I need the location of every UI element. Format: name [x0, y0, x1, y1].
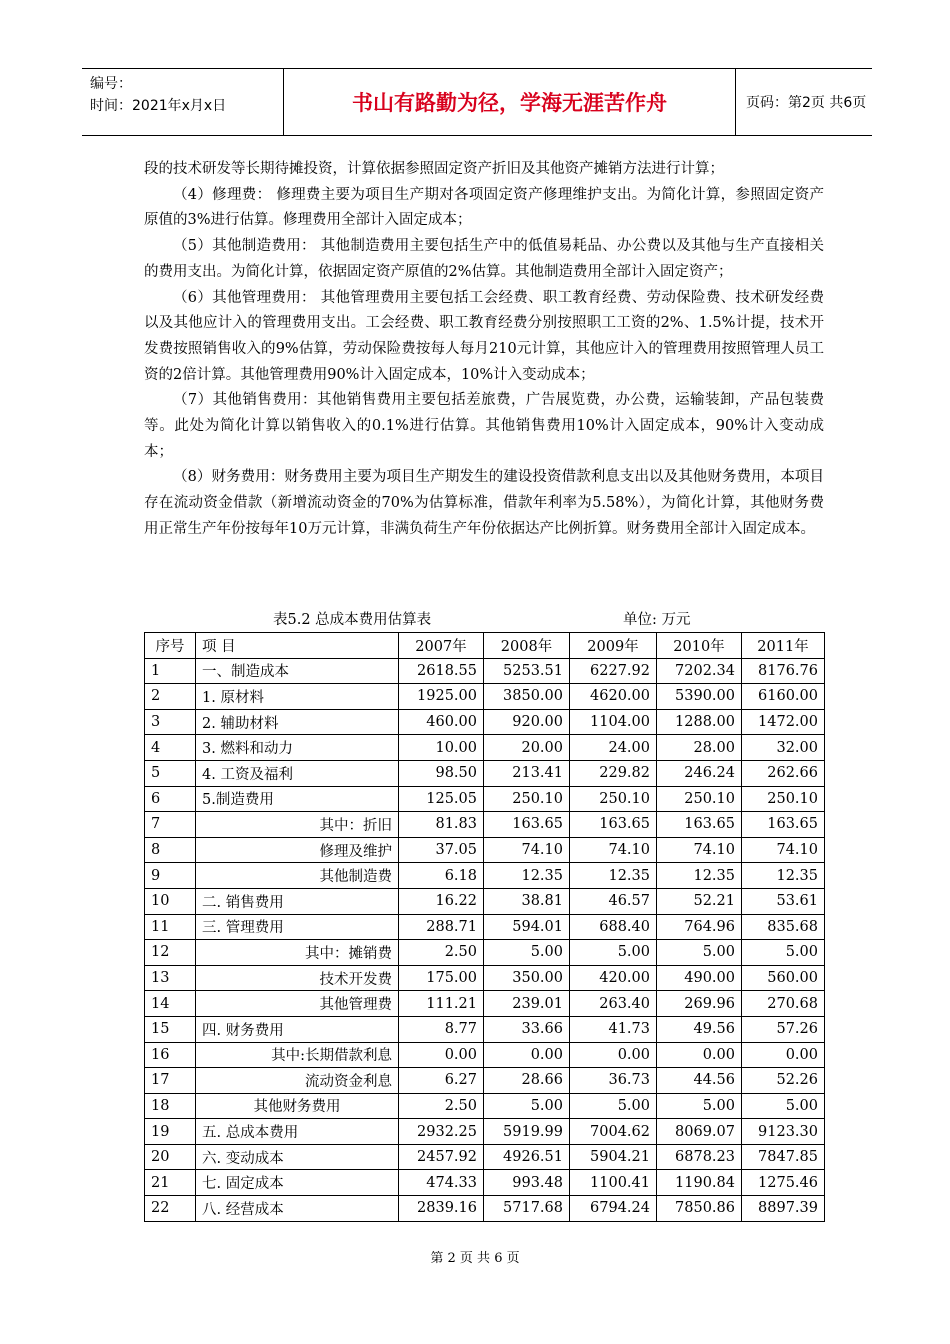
table-body: [145, 658, 825, 1221]
row-value: 288.71: [399, 914, 484, 940]
row-value: 5.00: [570, 1093, 657, 1119]
row-item: 技术开发费: [196, 965, 399, 991]
row-number: 13: [145, 965, 196, 991]
table-row: [145, 1119, 825, 1145]
row-value: 229.82: [570, 760, 657, 786]
row-value: 163.65: [484, 812, 570, 838]
row-value: 764.96: [657, 914, 742, 940]
row-value: 8897.39: [742, 1196, 825, 1222]
row-value: 8176.76: [742, 658, 825, 684]
row-value: 57.26: [742, 1016, 825, 1042]
row-item: 3. 燃料和动力: [196, 735, 399, 761]
row-value: 263.40: [570, 991, 657, 1017]
row-value: 0.00: [657, 1042, 742, 1068]
header-meta: [82, 69, 284, 135]
row-value: 111.21: [399, 991, 484, 1017]
table-row: [145, 1144, 825, 1170]
row-value: 8069.07: [657, 1119, 742, 1145]
header-page-info: [736, 69, 872, 135]
row-value: 5390.00: [657, 684, 742, 710]
row-value: 32.00: [742, 735, 825, 761]
row-value: 5717.68: [484, 1196, 570, 1222]
row-value: 163.65: [657, 812, 742, 838]
row-value: 53.61: [742, 888, 825, 914]
table-row: [145, 965, 825, 991]
table-row: [145, 888, 825, 914]
table-row: [145, 1196, 825, 1222]
col-header: 2007年: [399, 633, 484, 659]
row-value: 6878.23: [657, 1144, 742, 1170]
row-value: 474.33: [399, 1170, 484, 1196]
row-value: 5253.51: [484, 658, 570, 684]
row-value: 0.00: [399, 1042, 484, 1068]
row-value: 490.00: [657, 965, 742, 991]
table-row: [145, 658, 825, 684]
row-value: 81.83: [399, 812, 484, 838]
cost-table: [144, 632, 825, 1222]
row-number: 15: [145, 1016, 196, 1042]
row-number: 5: [145, 760, 196, 786]
table-row: [145, 709, 825, 735]
table-row: [145, 837, 825, 863]
motto-text: 书山有路勤为径，学海无涯苦作舟: [352, 91, 667, 115]
row-value: 12.35: [742, 863, 825, 889]
row-value: 5.00: [484, 1093, 570, 1119]
row-value: 163.65: [570, 812, 657, 838]
row-value: 7202.34: [657, 658, 742, 684]
row-value: 74.10: [742, 837, 825, 863]
col-header: 项 目: [196, 633, 399, 659]
table-caption: 表5.2 总成本费用估算表: [273, 612, 432, 628]
row-value: 993.48: [484, 1170, 570, 1196]
row-value: 6.27: [399, 1068, 484, 1094]
row-number: 9: [145, 863, 196, 889]
row-value: 5.00: [742, 1093, 825, 1119]
row-number: 14: [145, 991, 196, 1017]
row-value: 28.66: [484, 1068, 570, 1094]
table-row: [145, 812, 825, 838]
row-item: 流动资金利息: [196, 1068, 399, 1094]
row-value: 3850.00: [484, 684, 570, 710]
row-value: 0.00: [570, 1042, 657, 1068]
paragraph: （6）其他管理费用： 其他管理费用主要包括工会经费、职工教育经费、劳动保险费、技术研发经费以及其他应计入的管理费用支出。工会经费、职工教育经费分别按照职工工资的2%、1.5%计提，技术开发费按照销售收入的9%估算，劳动保险费按每人每月210元计算，其他应计入的管理费用按照管理人员工资的2倍计算。其他管理费用90%计入固定成本，10%计入变动成本；: [144, 289, 824, 383]
table-row: [145, 684, 825, 710]
row-number: 1: [145, 658, 196, 684]
row-number: 11: [145, 914, 196, 940]
row-number: 20: [145, 1144, 196, 1170]
row-value: 7850.86: [657, 1196, 742, 1222]
row-value: 213.41: [484, 760, 570, 786]
row-value: 2839.16: [399, 1196, 484, 1222]
row-item: 五. 总成本费用: [196, 1119, 399, 1145]
row-value: 250.10: [657, 786, 742, 812]
table-row: [145, 1170, 825, 1196]
row-value: 250.10: [742, 786, 825, 812]
row-item: 二. 销售费用: [196, 888, 399, 914]
row-value: 688.40: [570, 914, 657, 940]
row-value: 5904.21: [570, 1144, 657, 1170]
col-header: 2010年: [657, 633, 742, 659]
row-value: 0.00: [742, 1042, 825, 1068]
page-header: [82, 68, 872, 136]
page-footer: 第 2 页 共 6 页: [430, 1251, 520, 1266]
row-value: 239.01: [484, 991, 570, 1017]
row-number: 18: [145, 1093, 196, 1119]
col-header: 2008年: [484, 633, 570, 659]
row-value: 28.00: [657, 735, 742, 761]
row-value: 1190.84: [657, 1170, 742, 1196]
row-number: 10: [145, 888, 196, 914]
row-value: 44.56: [657, 1068, 742, 1094]
row-value: 12.35: [657, 863, 742, 889]
row-value: 74.10: [570, 837, 657, 863]
row-value: 2457.92: [399, 1144, 484, 1170]
table-row: [145, 1042, 825, 1068]
row-number: 21: [145, 1170, 196, 1196]
row-value: 835.68: [742, 914, 825, 940]
row-item: 4. 工资及福利: [196, 760, 399, 786]
row-value: 2.50: [399, 940, 484, 966]
col-header: 2009年: [570, 633, 657, 659]
paragraph: （7）其他销售费用：其他销售费用主要包括差旅费，广告展览费，办公费，运输装卸，产品包装费等。此处为简化计算以销售收入的0.1%进行估算。其他销售费用10%计入固定成本，90%计入变动成本；: [144, 392, 824, 460]
row-value: 5.00: [570, 940, 657, 966]
row-value: 250.10: [570, 786, 657, 812]
row-value: 98.50: [399, 760, 484, 786]
row-value: 5.00: [657, 1093, 742, 1119]
table-row: [145, 1016, 825, 1042]
table-unit: 单位: 万元: [623, 612, 691, 628]
row-value: 460.00: [399, 709, 484, 735]
row-item: 一、制造成本: [196, 658, 399, 684]
paragraph: （4）修理费： 修理费主要为项目生产期对各项固定资产修理维护支出。为简化计算，参照固定资产原值的3%进行估算。修理费用全部计入固定成本；: [144, 186, 824, 229]
row-item: 其中:长期借款利息: [196, 1042, 399, 1068]
row-item: 修理及维护: [196, 837, 399, 863]
table-row: [145, 735, 825, 761]
row-value: 1275.46: [742, 1170, 825, 1196]
row-item: 1. 原材料: [196, 684, 399, 710]
row-value: 2.50: [399, 1093, 484, 1119]
date-label: 时间：2021年x月x日: [90, 98, 227, 114]
row-number: 17: [145, 1068, 196, 1094]
row-item: 其中：折旧: [196, 812, 399, 838]
row-value: 262.66: [742, 760, 825, 786]
row-item: 三. 管理费用: [196, 914, 399, 940]
table-row: [145, 1093, 825, 1119]
row-value: 125.05: [399, 786, 484, 812]
row-value: 246.24: [657, 760, 742, 786]
row-value: 269.96: [657, 991, 742, 1017]
row-value: 20.00: [484, 735, 570, 761]
page-label: 页码：第2页 共6页: [746, 95, 867, 111]
row-value: 41.73: [570, 1016, 657, 1042]
row-value: 5.00: [742, 940, 825, 966]
row-value: 6794.24: [570, 1196, 657, 1222]
row-value: 920.00: [484, 709, 570, 735]
row-value: 5.00: [484, 940, 570, 966]
row-number: 6: [145, 786, 196, 812]
body-text: [144, 157, 824, 543]
row-value: 46.57: [570, 888, 657, 914]
row-value: 6.18: [399, 863, 484, 889]
row-value: 1288.00: [657, 709, 742, 735]
row-value: 10.00: [399, 735, 484, 761]
row-value: 163.65: [742, 812, 825, 838]
table-row: [145, 863, 825, 889]
row-number: 16: [145, 1042, 196, 1068]
row-value: 16.22: [399, 888, 484, 914]
row-number: 19: [145, 1119, 196, 1145]
row-item: 其他管理费: [196, 991, 399, 1017]
row-value: 7847.85: [742, 1144, 825, 1170]
row-value: 250.10: [484, 786, 570, 812]
row-value: 2618.55: [399, 658, 484, 684]
header-motto: [284, 69, 736, 135]
row-item: 2. 辅助材料: [196, 709, 399, 735]
row-value: 52.26: [742, 1068, 825, 1094]
row-number: 3: [145, 709, 196, 735]
row-value: 560.00: [742, 965, 825, 991]
row-value: 5.00: [657, 940, 742, 966]
col-header: 序号: [145, 633, 196, 659]
row-value: 52.21: [657, 888, 742, 914]
row-value: 175.00: [399, 965, 484, 991]
row-value: 594.01: [484, 914, 570, 940]
row-number: 8: [145, 837, 196, 863]
table-header-row: [145, 633, 825, 659]
row-value: 4620.00: [570, 684, 657, 710]
row-number: 12: [145, 940, 196, 966]
table-row: [145, 940, 825, 966]
row-value: 12.35: [570, 863, 657, 889]
row-value: 9123.30: [742, 1119, 825, 1145]
table-row: [145, 1068, 825, 1094]
paragraph: 段的技术研发等长期待摊投资，计算依据参照固定资产折旧及其他资产摊销方法进行计算；: [144, 161, 724, 177]
paragraph: （5）其他制造费用： 其他制造费用主要包括生产中的低值易耗品、办公费以及其他与生产直接相关的费用支出。为简化计算，依据固定资产原值的2%估算。其他制造费用全部计入固定资产；: [144, 238, 824, 280]
row-item: 其他制造费: [196, 863, 399, 889]
row-value: 5919.99: [484, 1119, 570, 1145]
row-value: 420.00: [570, 965, 657, 991]
row-item: 其中：摊销费: [196, 940, 399, 966]
row-value: 1472.00: [742, 709, 825, 735]
row-value: 270.68: [742, 991, 825, 1017]
row-value: 74.10: [484, 837, 570, 863]
row-value: 37.05: [399, 837, 484, 863]
paragraph: （8）财务费用：财务费用主要为项目生产期发生的建设投资借款利息支出以及其他财务费用，本项目存在流动资金借款（新增流动资金的70%为估算标准，借款年利率为5.58%），为简化计算，其他财务费用正常生产年份按每年10万元计算，非满负荷生产年份依据达产比例折算。财务费用全部计入固定成本。: [144, 469, 824, 537]
row-value: 12.35: [484, 863, 570, 889]
row-value: 24.00: [570, 735, 657, 761]
row-value: 350.00: [484, 965, 570, 991]
row-value: 1104.00: [570, 709, 657, 735]
row-item: 四. 财务费用: [196, 1016, 399, 1042]
table-row: [145, 991, 825, 1017]
row-value: 33.66: [484, 1016, 570, 1042]
row-value: 0.00: [484, 1042, 570, 1068]
row-value: 49.56: [657, 1016, 742, 1042]
row-number: 2: [145, 684, 196, 710]
row-value: 6227.92: [570, 658, 657, 684]
table-row: [145, 914, 825, 940]
table-row: [145, 786, 825, 812]
row-value: 38.81: [484, 888, 570, 914]
row-value: 4926.51: [484, 1144, 570, 1170]
row-item: 其他财务费用: [196, 1093, 399, 1119]
row-value: 8.77: [399, 1016, 484, 1042]
serial-label: 编号：: [90, 76, 132, 92]
row-value: 74.10: [657, 837, 742, 863]
row-item: 5.制造费用: [196, 786, 399, 812]
col-header: 2011年: [742, 633, 825, 659]
row-item: 八. 经营成本: [196, 1196, 399, 1222]
row-number: 7: [145, 812, 196, 838]
row-number: 4: [145, 735, 196, 761]
row-item: 七. 固定成本: [196, 1170, 399, 1196]
table-row: [145, 760, 825, 786]
row-value: 36.73: [570, 1068, 657, 1094]
row-value: 6160.00: [742, 684, 825, 710]
row-item: 六. 变动成本: [196, 1144, 399, 1170]
row-value: 7004.62: [570, 1119, 657, 1145]
row-number: 22: [145, 1196, 196, 1222]
row-value: 2932.25: [399, 1119, 484, 1145]
row-value: 1100.41: [570, 1170, 657, 1196]
row-value: 1925.00: [399, 684, 484, 710]
